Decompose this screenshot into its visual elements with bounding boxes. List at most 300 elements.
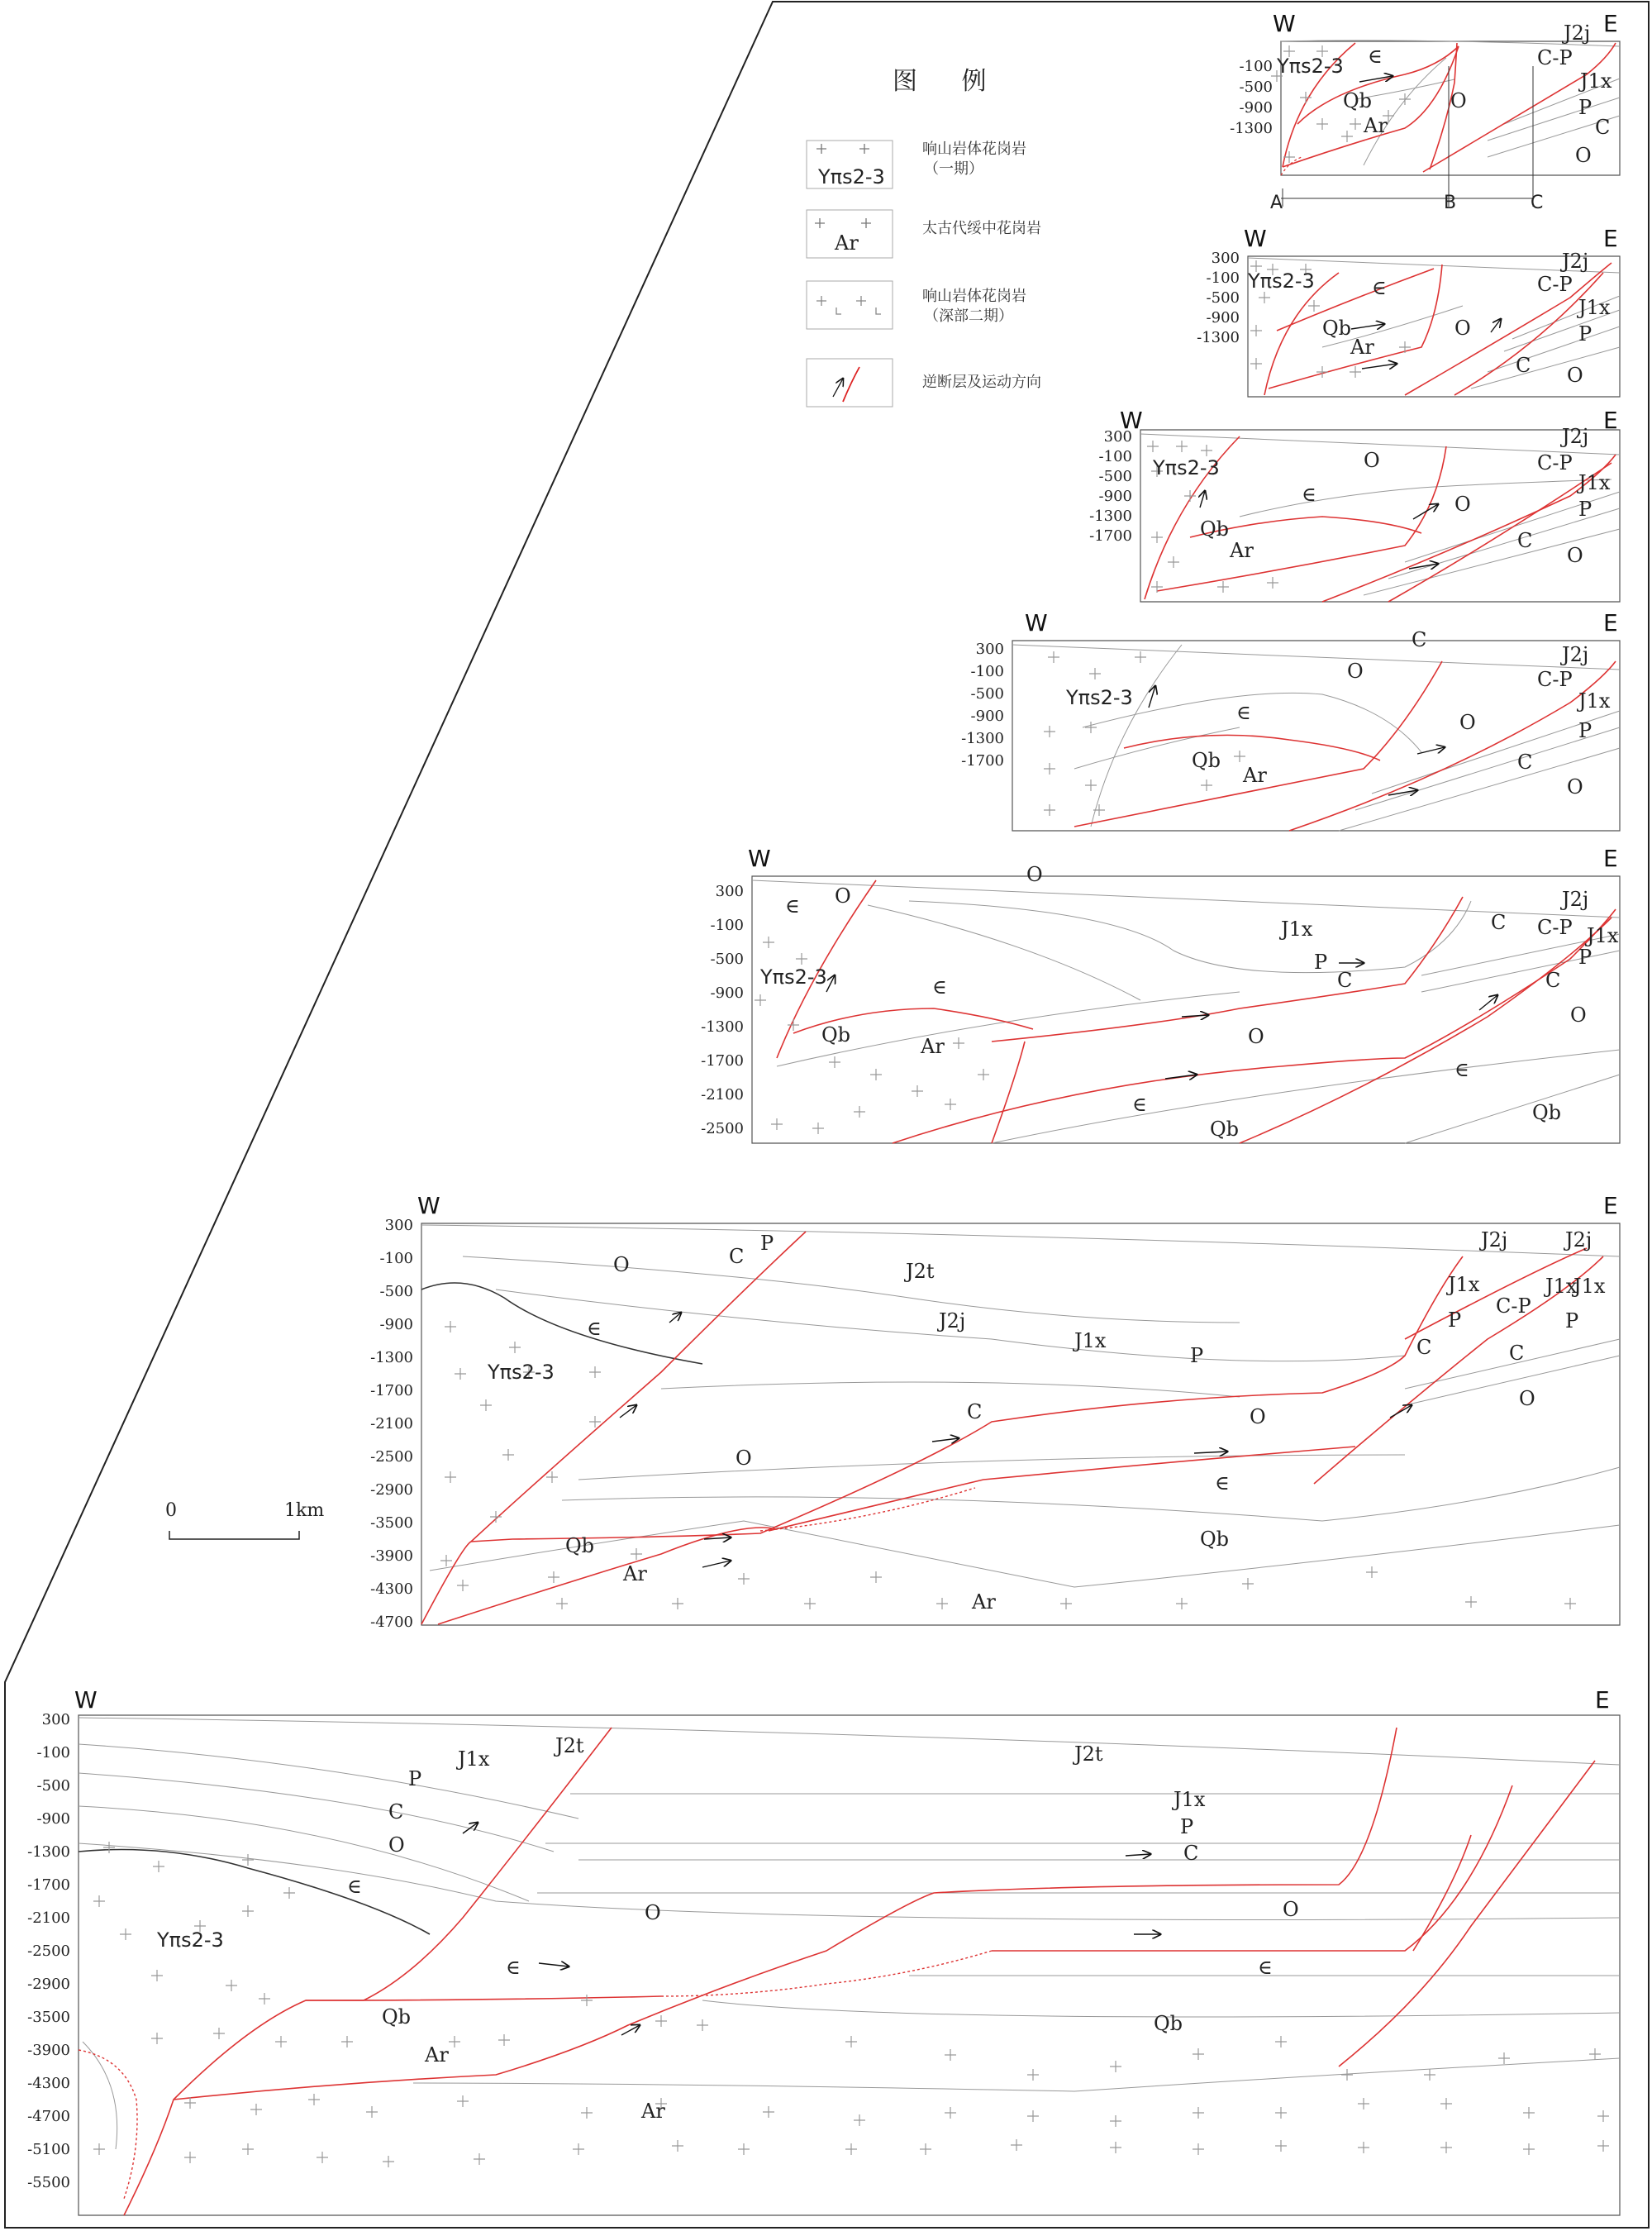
depth-tick-label: 300 bbox=[384, 1217, 413, 1234]
formation-label: Yπs2-3 bbox=[1277, 55, 1344, 78]
formation-label: ∈ bbox=[1302, 483, 1316, 506]
depth-tick-label: -500 bbox=[1239, 79, 1273, 96]
depth-tick-label: -1700 bbox=[1089, 527, 1132, 545]
granite-plus-mark bbox=[870, 1571, 882, 1583]
motion-direction-arrow bbox=[1200, 491, 1205, 508]
formation-label: C-P bbox=[1537, 273, 1573, 296]
depth-tick-label: -1700 bbox=[370, 1382, 413, 1399]
depth-tick-label: -900 bbox=[970, 708, 1004, 725]
formation-label: Yπs2-3 bbox=[488, 1361, 555, 1384]
formation-label: P bbox=[1314, 951, 1328, 974]
depth-tick-label: -3500 bbox=[27, 2009, 70, 2026]
formation-label: P bbox=[1565, 1309, 1579, 1332]
depth-tick-label: -900 bbox=[1239, 99, 1273, 117]
depth-tick-label: 300 bbox=[1211, 250, 1240, 267]
formation-label: O bbox=[1450, 89, 1467, 112]
formation-label: Qb bbox=[1200, 517, 1230, 541]
granite-plus-mark bbox=[655, 2015, 667, 2027]
granite-plus-mark bbox=[697, 2019, 708, 2031]
depth-tick-label: -1300 bbox=[370, 1349, 413, 1366]
depth-tick-label: -500 bbox=[36, 1777, 70, 1795]
scale-bar-end: 1km bbox=[284, 1500, 325, 1521]
formation-label: J2t bbox=[906, 1260, 935, 1283]
legend-label-granite-phase1-l1: 响山岩体花岗岩 bbox=[922, 141, 1026, 158]
formation-label: C bbox=[388, 1800, 404, 1823]
depth-tick-label: -1300 bbox=[1089, 508, 1132, 525]
formation-label: C bbox=[1337, 969, 1353, 992]
formation-label: J1x bbox=[458, 1747, 490, 1771]
granite-plus-mark bbox=[581, 2107, 593, 2119]
depth-tick-label: -1700 bbox=[27, 1876, 70, 1894]
formation-label: P bbox=[1448, 1309, 1462, 1332]
granite-plus-mark bbox=[548, 1571, 559, 1583]
granite-plus-mark bbox=[1316, 366, 1328, 378]
legend-label-deep-granite-l1: 响山岩体花岗岩 bbox=[922, 288, 1026, 305]
formation-label: J2t bbox=[1074, 1742, 1103, 1766]
depth-tick-label: -100 bbox=[970, 663, 1004, 680]
formation-label: C-P bbox=[1496, 1294, 1531, 1318]
granite-plus-mark bbox=[1110, 2061, 1121, 2072]
formation-label: O bbox=[1364, 449, 1380, 472]
section-point-label: C bbox=[1531, 193, 1544, 213]
granite-plus-mark bbox=[1523, 2107, 1535, 2119]
depth-tick-label: -5500 bbox=[27, 2174, 70, 2191]
formation-label: C-P bbox=[1537, 668, 1573, 691]
depth-tick-label: -1300 bbox=[27, 1843, 70, 1861]
depth-tick-label: -100 bbox=[36, 1744, 70, 1761]
granite-plus-mark bbox=[804, 1598, 816, 1609]
cross-section-4 bbox=[1012, 641, 1620, 831]
granite-plus-mark bbox=[1193, 2143, 1204, 2155]
formation-label: Yπs2-3 bbox=[1153, 456, 1220, 479]
granite-plus-mark bbox=[1217, 581, 1229, 593]
formation-label: C bbox=[967, 1400, 983, 1423]
legend-label-deep-granite-l2: （深部二期） bbox=[924, 307, 1013, 325]
granite-plus-mark bbox=[151, 2033, 163, 2044]
formation-label: ∈ bbox=[1368, 45, 1383, 68]
granite-plus-mark bbox=[1564, 1598, 1576, 1609]
granite-plus-mark bbox=[480, 1399, 492, 1411]
legend-symbol-granite-phase1: Yπs2-3 bbox=[818, 165, 885, 188]
granite-plus-mark bbox=[1242, 1578, 1254, 1590]
granite-plus-mark bbox=[449, 2036, 460, 2047]
granite-plus-mark bbox=[1027, 2110, 1039, 2122]
granite-plus-mark bbox=[936, 1598, 948, 1609]
motion-direction-arrow bbox=[826, 975, 835, 992]
motion-direction-arrow bbox=[1182, 1015, 1208, 1017]
formation-label: J1x bbox=[1074, 1329, 1107, 1352]
granite-plus-mark bbox=[509, 1342, 521, 1353]
granite-plus-mark bbox=[1300, 92, 1312, 103]
formation-label: O bbox=[1567, 364, 1583, 387]
motion-direction-arrow bbox=[1126, 1854, 1150, 1856]
formation-label: O bbox=[1248, 1025, 1264, 1048]
granite-plus-mark bbox=[1358, 2098, 1369, 2109]
granite-plus-mark bbox=[1308, 300, 1320, 312]
formation-label: C bbox=[1517, 529, 1533, 552]
depth-tick-label: -2500 bbox=[27, 1943, 70, 1960]
formation-label: ∈ bbox=[1258, 1956, 1273, 1979]
granite-plus-mark bbox=[763, 2106, 774, 2118]
formation-label: Qb bbox=[1200, 1528, 1230, 1551]
formation-label: Ar bbox=[1243, 764, 1267, 787]
formation-label: O bbox=[1567, 775, 1583, 798]
granite-plus-mark bbox=[153, 1861, 164, 1872]
granite-plus-mark bbox=[184, 2152, 196, 2163]
legend-label-thrust-fault: 逆断层及运动方向 bbox=[922, 374, 1041, 391]
granite-plus-mark bbox=[1358, 2142, 1369, 2153]
motion-direction-arrow bbox=[1491, 319, 1501, 332]
granite-plus-mark bbox=[1168, 556, 1179, 568]
formation-label: C bbox=[1183, 1842, 1199, 1865]
depth-tick-label: -2900 bbox=[27, 1976, 70, 1993]
motion-direction-arrow bbox=[932, 1438, 959, 1442]
granite-plus-mark bbox=[120, 1928, 131, 1940]
formation-label: J1x bbox=[1578, 296, 1611, 319]
granite-plus-mark bbox=[845, 2143, 857, 2155]
formation-label: J1x bbox=[1174, 1788, 1206, 1811]
granite-plus-mark bbox=[1060, 1598, 1072, 1609]
depth-tick-label: 300 bbox=[41, 1711, 70, 1728]
granite-plus-mark bbox=[1341, 131, 1353, 142]
formation-label: Qb bbox=[1322, 317, 1352, 340]
formation-label: ∈ bbox=[587, 1317, 602, 1340]
formation-label: C bbox=[1412, 628, 1427, 651]
depth-tick-label: -2500 bbox=[370, 1448, 413, 1466]
formation-label: J1x bbox=[1580, 69, 1612, 93]
granite-plus-mark bbox=[1193, 2048, 1204, 2060]
granite-plus-mark bbox=[93, 2143, 105, 2155]
formation-label: Ar bbox=[972, 1590, 996, 1614]
formation-label: J2j bbox=[1565, 1228, 1592, 1251]
granite-plus-mark bbox=[589, 1366, 601, 1378]
plate-frame bbox=[5, 2, 1649, 2228]
granite-plus-mark bbox=[920, 2143, 931, 2155]
granite-plus-mark bbox=[474, 2153, 485, 2165]
formation-label: O bbox=[1283, 1898, 1299, 1921]
granite-plus-mark bbox=[445, 1471, 456, 1483]
granite-plus-mark bbox=[672, 2140, 683, 2152]
granite-plus-mark bbox=[870, 1069, 882, 1080]
formation-label: P bbox=[1578, 322, 1592, 346]
legend-label-archean-granite: 太古代绥中花岗岩 bbox=[922, 220, 1041, 237]
formation-label: Ar bbox=[641, 2100, 665, 2123]
depth-tick-label: -5100 bbox=[27, 2141, 70, 2158]
granite-plus-mark bbox=[573, 2143, 584, 2155]
granite-plus-mark bbox=[1093, 804, 1105, 816]
motion-direction-arrow bbox=[539, 1963, 569, 1966]
granite-plus-mark bbox=[1151, 532, 1163, 543]
granite-plus-mark bbox=[1589, 2048, 1601, 2060]
formation-label: ∈ bbox=[506, 1956, 521, 1979]
legend-label-granite-phase1-l2: （一期） bbox=[924, 160, 983, 178]
formation-label: Qb bbox=[1192, 749, 1221, 772]
west-direction-label: W bbox=[1025, 609, 1048, 636]
granite-plus-mark bbox=[1498, 2052, 1510, 2064]
formation-label: O bbox=[1250, 1405, 1266, 1428]
granite-plus-mark bbox=[445, 1321, 456, 1332]
granite-plus-mark bbox=[383, 2156, 394, 2167]
granite-plus-mark bbox=[1250, 358, 1262, 369]
granite-plus-mark bbox=[1275, 2140, 1287, 2152]
formation-label: P bbox=[1578, 946, 1592, 969]
granite-plus-mark bbox=[1147, 441, 1159, 452]
granite-plus-mark bbox=[1085, 722, 1097, 733]
granite-plus-mark bbox=[854, 2114, 865, 2126]
formation-label: J2j bbox=[1562, 250, 1589, 273]
east-direction-label: E bbox=[1603, 10, 1618, 37]
granite-plus-mark bbox=[978, 1069, 989, 1080]
motion-direction-arrow bbox=[669, 1313, 681, 1323]
formation-label: O bbox=[645, 1901, 661, 1924]
east-direction-label: E bbox=[1603, 845, 1618, 872]
granite-plus-mark bbox=[1316, 118, 1328, 130]
formation-label: Qb bbox=[821, 1023, 851, 1046]
formation-label: O bbox=[1575, 144, 1592, 167]
formation-label: O bbox=[736, 1447, 752, 1470]
granite-plus-mark bbox=[103, 1842, 115, 1853]
formation-label: O bbox=[1459, 711, 1476, 734]
formation-label: P bbox=[1578, 719, 1592, 742]
granite-plus-mark bbox=[546, 1471, 558, 1483]
granite-plus-mark bbox=[1275, 2107, 1287, 2119]
granite-plus-mark bbox=[581, 1995, 593, 2006]
granite-plus-mark bbox=[366, 2106, 378, 2118]
granite-plus-mark bbox=[250, 2104, 262, 2115]
granite-plus-mark bbox=[1366, 1566, 1378, 1578]
depth-tick-label: -100 bbox=[1206, 269, 1240, 287]
granite-plus-mark bbox=[738, 2143, 750, 2155]
formation-label: ∈ bbox=[347, 1875, 362, 1898]
formation-label: O bbox=[1519, 1387, 1535, 1410]
granite-plus-mark bbox=[812, 1123, 824, 1134]
formation-label: J1x bbox=[1448, 1273, 1480, 1296]
formation-label: J2j bbox=[1562, 888, 1589, 911]
formation-label: P bbox=[1578, 96, 1592, 119]
depth-tick-label: -100 bbox=[379, 1250, 413, 1267]
formation-label: C bbox=[1517, 751, 1533, 774]
formation-label: Ar bbox=[1350, 336, 1374, 359]
formation-label: C-P bbox=[1537, 916, 1573, 939]
granite-plus-mark bbox=[1201, 445, 1212, 456]
depth-tick-label: -4300 bbox=[370, 1580, 413, 1598]
granite-plus-mark bbox=[945, 2107, 956, 2119]
formation-label: ∈ bbox=[1236, 701, 1251, 724]
east-direction-label: E bbox=[1603, 609, 1618, 636]
granite-plus-mark bbox=[1350, 366, 1361, 378]
granite-plus-mark bbox=[1267, 577, 1278, 589]
formation-label: O bbox=[835, 884, 851, 908]
depth-tick-label: -4300 bbox=[27, 2075, 70, 2092]
granite-plus-mark bbox=[1341, 2069, 1353, 2081]
legend bbox=[807, 67, 1041, 407]
formation-label: Yπs2-3 bbox=[157, 1928, 224, 1952]
depth-tick-label: -3900 bbox=[27, 2042, 70, 2059]
formation-label: J1x bbox=[1545, 1275, 1578, 1298]
depth-tick-label: -2100 bbox=[27, 1909, 70, 1927]
depth-tick-label: -2100 bbox=[370, 1415, 413, 1433]
granite-plus-mark bbox=[912, 1085, 923, 1097]
formation-label: J1x bbox=[1573, 1275, 1606, 1298]
legend-symbol-archean: Ar bbox=[835, 231, 859, 255]
east-direction-label: E bbox=[1603, 225, 1618, 252]
granite-plus-mark bbox=[93, 1895, 105, 1907]
depth-tick-label: 300 bbox=[1103, 428, 1132, 446]
granite-plus-mark bbox=[1176, 1598, 1188, 1609]
east-direction-label: E bbox=[1603, 407, 1618, 434]
scale-bar-start: 0 bbox=[165, 1500, 177, 1521]
granite-plus-mark bbox=[953, 1037, 964, 1049]
west-direction-label: W bbox=[1273, 10, 1296, 37]
formation-label: C bbox=[1491, 911, 1507, 934]
formation-label: J1x bbox=[1578, 689, 1611, 713]
granite-plus-mark bbox=[829, 1056, 840, 1068]
granite-plus-mark bbox=[242, 1905, 254, 1917]
formation-label: O bbox=[613, 1253, 630, 1276]
granite-plus-mark bbox=[796, 953, 807, 965]
formation-label: Yπs2-3 bbox=[760, 965, 827, 989]
granite-plus-mark bbox=[771, 1118, 783, 1130]
formation-label: ∈ bbox=[785, 894, 800, 918]
formation-label: C-P bbox=[1537, 46, 1573, 69]
formation-label: O bbox=[1454, 317, 1471, 340]
granite-plus-mark bbox=[259, 1993, 270, 2005]
granite-plus-mark bbox=[1048, 651, 1059, 663]
formation-label: C bbox=[1545, 969, 1561, 992]
motion-direction-arrow bbox=[1351, 324, 1384, 329]
formation-label: O bbox=[1454, 493, 1471, 516]
granite-plus-mark bbox=[1089, 668, 1101, 679]
formation-label: ∈ bbox=[1454, 1058, 1469, 1081]
granite-plus-mark bbox=[1011, 2139, 1022, 2151]
granite-plus-mark bbox=[1176, 441, 1188, 452]
formation-label: Ar bbox=[1364, 114, 1388, 137]
motion-direction-arrow bbox=[1194, 1452, 1227, 1453]
formation-label: P bbox=[408, 1767, 422, 1790]
cross-section-6 bbox=[421, 1223, 1620, 1625]
depth-tick-label: -500 bbox=[379, 1283, 413, 1300]
formation-label: J2t bbox=[555, 1734, 584, 1757]
granite-plus-mark bbox=[1110, 2142, 1121, 2153]
depth-tick-label: -2900 bbox=[370, 1481, 413, 1499]
motion-direction-arrow bbox=[1362, 364, 1397, 369]
formation-label: O bbox=[1570, 1003, 1587, 1027]
depth-tick-label: -1300 bbox=[961, 730, 1004, 747]
depth-tick-label: -1300 bbox=[701, 1018, 744, 1036]
depth-tick-label: -900 bbox=[1206, 309, 1240, 327]
west-direction-label: W bbox=[417, 1192, 440, 1219]
depth-tick-label: -900 bbox=[379, 1316, 413, 1333]
formation-label: O bbox=[1567, 544, 1583, 567]
granite-plus-mark bbox=[854, 1106, 865, 1118]
granite-plus-mark bbox=[1044, 763, 1055, 775]
granite-plus-mark bbox=[631, 1548, 642, 1560]
depth-tick-label: -2100 bbox=[701, 1086, 744, 1104]
formation-label: J2j bbox=[939, 1309, 966, 1332]
depth-tick-label: -1300 bbox=[1230, 120, 1273, 137]
depth-tick-label: -900 bbox=[36, 1810, 70, 1828]
granite-plus-mark bbox=[738, 1573, 750, 1585]
granite-plus-mark bbox=[498, 2034, 510, 2046]
formation-label: C bbox=[1516, 354, 1531, 377]
depth-tick-label: -900 bbox=[1098, 488, 1132, 505]
formation-label: Ar bbox=[623, 1562, 647, 1585]
west-direction-label: W bbox=[1120, 407, 1143, 434]
formation-label: ∈ bbox=[1372, 276, 1387, 299]
formation-label: Qb bbox=[565, 1534, 595, 1557]
east-direction-label: E bbox=[1595, 1686, 1610, 1714]
formation-label: P bbox=[760, 1232, 774, 1255]
granite-plus-mark bbox=[1350, 118, 1361, 130]
motion-direction-arrow bbox=[463, 1823, 478, 1833]
formation-label: J2j bbox=[1564, 21, 1591, 45]
formation-label: C-P bbox=[1537, 451, 1573, 474]
granite-plus-mark bbox=[341, 2036, 353, 2047]
depth-tick-label: -500 bbox=[710, 951, 744, 968]
formation-label: P bbox=[1578, 498, 1592, 521]
formation-label: C bbox=[1416, 1336, 1432, 1359]
formation-label: J1x bbox=[1578, 471, 1611, 494]
granite-plus-mark bbox=[755, 994, 766, 1006]
granite-plus-mark bbox=[440, 1555, 452, 1566]
formation-label: C bbox=[1509, 1342, 1525, 1365]
granite-plus-mark bbox=[1597, 2110, 1609, 2122]
legend-title: 图 例 bbox=[893, 67, 1005, 96]
granite-plus-mark bbox=[672, 1598, 683, 1609]
granite-plus-mark bbox=[1523, 2143, 1535, 2155]
formation-label: Ar bbox=[1230, 539, 1254, 562]
granite-plus-mark bbox=[945, 2049, 956, 2061]
section-point-label: B bbox=[1444, 193, 1457, 213]
granite-plus-mark bbox=[1597, 2140, 1609, 2152]
formation-label: Qb bbox=[1154, 2012, 1183, 2035]
formation-label: Qb bbox=[1210, 1118, 1240, 1141]
granite-plus-mark bbox=[1440, 2098, 1452, 2109]
granite-plus-mark bbox=[1135, 651, 1146, 663]
granite-plus-mark bbox=[1110, 2115, 1121, 2127]
west-direction-label: W bbox=[74, 1686, 98, 1714]
granite-plus-mark bbox=[151, 1970, 163, 1981]
motion-direction-arrow bbox=[1165, 1075, 1197, 1079]
granite-plus-mark bbox=[226, 1980, 237, 1991]
depth-tick-label: -1700 bbox=[961, 752, 1004, 770]
legend-box-granite-deep-phase2 bbox=[807, 281, 893, 329]
granite-plus-mark bbox=[1201, 779, 1212, 791]
granite-plus-mark bbox=[945, 1099, 956, 1110]
formation-label: Ar bbox=[425, 2043, 449, 2067]
granite-plus-mark bbox=[1044, 804, 1055, 816]
formation-label: Yπs2-3 bbox=[1248, 269, 1315, 293]
east-direction-label: E bbox=[1603, 1192, 1618, 1219]
formation-label: C bbox=[729, 1245, 745, 1268]
formation-label: P bbox=[1190, 1344, 1204, 1367]
depth-tick-label: -500 bbox=[970, 685, 1004, 703]
granite-plus-mark bbox=[1424, 2069, 1435, 2081]
formation-label: J1x bbox=[1587, 924, 1619, 947]
formation-label: Qb bbox=[382, 2005, 412, 2028]
formation-label: J2j bbox=[1562, 643, 1589, 666]
depth-tick-label: -2500 bbox=[701, 1120, 744, 1137]
cross-section-5 bbox=[752, 876, 1620, 1143]
granite-plus-mark bbox=[1193, 2107, 1204, 2119]
formation-label: O bbox=[1347, 660, 1364, 683]
motion-direction-arrow bbox=[1390, 1405, 1412, 1418]
formation-label: Yπs2-3 bbox=[1066, 686, 1133, 709]
granite-plus-mark bbox=[213, 2028, 225, 2039]
depth-tick-label: -4700 bbox=[27, 2108, 70, 2125]
depth-tick-label: -4700 bbox=[370, 1614, 413, 1631]
granite-plus-mark bbox=[283, 1887, 295, 1899]
